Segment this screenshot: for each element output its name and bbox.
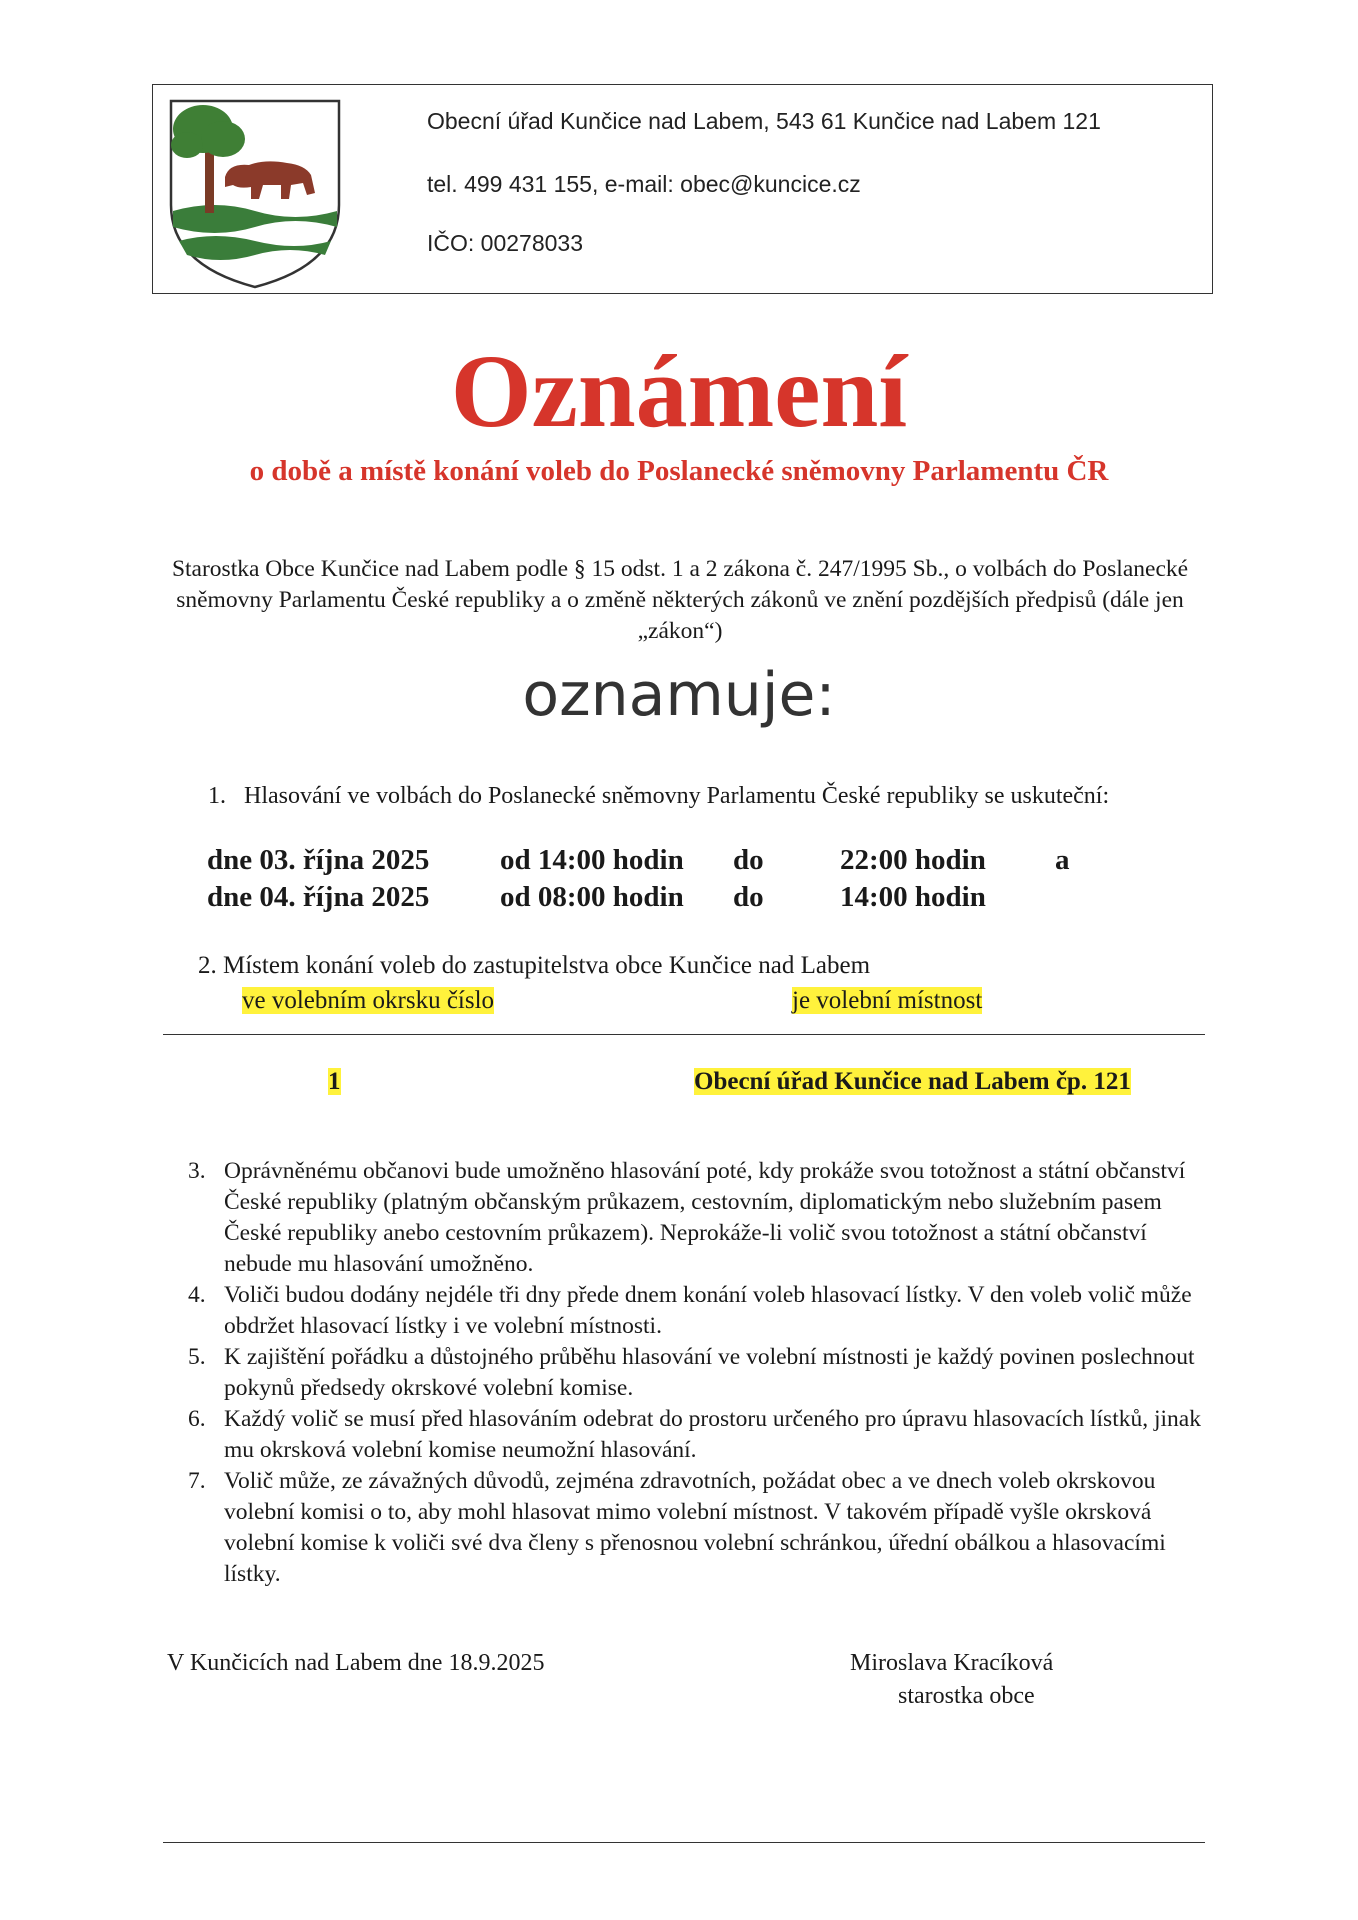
header-contact: tel. 499 431 155, e-mail: obec@kuncice.cz xyxy=(427,171,861,197)
page-title: Oznámení xyxy=(450,334,908,449)
district-column-header: ve volebním okrsku číslo xyxy=(242,987,495,1014)
list-item: 4. Voliči budou dodány nejdéle tři dny přede dnem konání voleb hlasovací lístky. V den voleb volič může obdržet hlasovací lístky i ve volební místnosti. xyxy=(188,1282,1192,1339)
item-1-text: Hlasování ve volbách do Poslanecké sněmovny Parlamentu České republiky se uskuteční: xyxy=(244,783,1110,809)
rules-list xyxy=(188,1156,1208,1590)
municipal-crest-icon xyxy=(165,95,345,291)
table-divider xyxy=(163,1034,1205,1035)
item-1-number: 1. xyxy=(208,783,226,809)
list-item: 6. Každý volič se musí před hlasováním odebrat do prostoru určeného pro úpravu hlasovacích lístků, jinak mu okrsková volební komise neumožní hlasování. xyxy=(188,1406,1201,1463)
list-item: 5. K zajištění pořádku a důstojného průběhu hlasování ve volební místnosti je každý povinen poslechnout pokynů předsedy okrskové volební komise. xyxy=(188,1344,1195,1401)
page-subtitle: o době a místě konání voleb do Poslanecké sněmovny Parlamentu ČR xyxy=(249,455,1109,487)
date-1-to: 22:00 hodin xyxy=(840,844,986,876)
date-1-to-word: do xyxy=(733,844,764,876)
date-2-to: 14:00 hodin xyxy=(840,881,986,913)
announce-heading: oznamuje: xyxy=(522,660,836,730)
polling-station: Obecní úřad Kunčice nad Labem čp. 121 xyxy=(694,1068,1131,1095)
list-item: 3. Oprávněnému občanovi bude umožněno hlasování poté, kdy prokáže svou totožnost a státní občanství České republiky (platným občanským průkazem, cestovním, diplomatickým nebo služebním pasem České republiky anebo cestovním průkazem). Neprokáže-li volič svou totožnost a státní občanství nebude mu hlasování umožněno. xyxy=(188,1158,1186,1277)
date-1-conjunction: a xyxy=(1055,844,1070,876)
header-ico: IČO: 00278033 xyxy=(427,230,584,256)
header-address: Obecní úřad Kunčice nad Labem, 543 61 Kunčice nad Labem 121 xyxy=(427,108,1101,134)
date-2-to-word: do xyxy=(733,881,764,913)
date-1-from: od 14:00 hodin xyxy=(500,844,684,876)
footer-divider xyxy=(163,1842,1205,1843)
signatory-name: Miroslava Kracíková xyxy=(850,1650,1054,1676)
item-1 xyxy=(208,783,1109,810)
date-2-from: od 08:00 hodin xyxy=(500,881,684,913)
list-item: 7. Volič může, ze závažných důvodů, zejména zdravotních, požádat obec a ve dnech voleb okrskovou volební komisi o to, aby mohl hlasovat mimo volební místnost. V takovém případě vyšle okrsková volební komise k voliči své dva členy s přenosnou volební schránkou, úřední obálkou a hlasovacími lístky. xyxy=(188,1468,1166,1587)
date-1-day: dne 03. října 2025 xyxy=(207,844,430,876)
district-number: 1 xyxy=(328,1068,341,1095)
place-date: V Kunčicích nad Labem dne 18.9.2025 xyxy=(167,1650,545,1676)
room-column-header: je volební místnost xyxy=(792,987,983,1014)
item-2-text: 2. Místem konání voleb do zastupitelstva obce Kunčice nad Labem xyxy=(198,952,871,979)
date-2-day: dne 04. října 2025 xyxy=(207,881,430,913)
intro-paragraph: Starostka Obce Kunčice nad Labem podle § 15 odst. 1 a 2 zákona č. 247/1995 Sb., o volbách do Poslanecké sněmovny Parlamentu České republiky a o změně některých zákonů ve znění pozdějších předpisů (dále jen „zákon“) xyxy=(171,556,1189,644)
signatory-role: starostka obce xyxy=(898,1683,1035,1709)
